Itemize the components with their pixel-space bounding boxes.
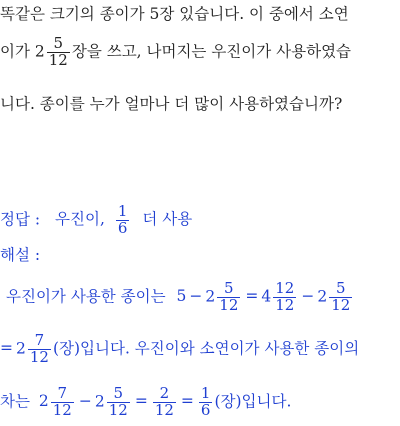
problem-line-1: 똑같은 크기의 종이가 5장 있습니다. 이 중에서 소연 <box>0 5 349 23</box>
problem-fraction-denominator: 12 <box>48 50 68 69</box>
explanation-line-3-end: (장)입니다. <box>214 392 292 411</box>
equals-sign: = <box>0 339 13 358</box>
equals-sign: = <box>134 392 148 411</box>
fraction-denominator: 12 <box>331 295 351 314</box>
explanation-line-3-text: 차는 <box>0 392 30 411</box>
explanation-line-2-text: (장)입니다. 우진이와 소연이가 사용한 종이의 <box>52 339 360 358</box>
answer-line <box>0 204 192 237</box>
explanation-line-2-whole: 2 <box>16 339 26 358</box>
explanation-line-3-d-fraction <box>199 386 213 419</box>
equals-sign: = <box>180 392 194 411</box>
explanation-line-2-fraction <box>28 333 51 366</box>
explanation-line-3 <box>0 386 291 419</box>
fraction-numerator: 5 <box>329 281 352 298</box>
explanation-line-1-c-fraction <box>273 281 296 314</box>
fraction-numerator: 5 <box>217 281 240 298</box>
answer-fraction <box>116 204 130 237</box>
minus-sign: − <box>189 287 203 306</box>
explanation-line-3-a-whole: 2 <box>38 392 49 411</box>
answer-fraction-denominator: 6 <box>117 218 128 237</box>
problem-line-2 <box>0 36 351 69</box>
fraction-denominator: 12 <box>275 295 295 314</box>
fraction-numerator: 12 <box>275 279 295 297</box>
explanation-line-1-a: 5 <box>176 287 187 306</box>
explanation-line-1-d-whole: 2 <box>317 287 328 306</box>
problem-line-2-post: 장을 쓰고, 나머지는 우진이가 사용하였습 <box>71 42 352 61</box>
problem-fraction-numerator: 5 <box>47 36 70 53</box>
answer-fraction-numerator: 1 <box>117 202 128 220</box>
fraction-denominator: 12 <box>219 295 239 314</box>
minus-sign: − <box>301 287 315 306</box>
explanation-line-1-c-whole: 4 <box>261 287 272 306</box>
minus-sign: − <box>78 392 92 411</box>
fraction-numerator: 5 <box>107 386 130 403</box>
explanation-line-3-b-whole: 2 <box>94 392 105 411</box>
answer-who: 우진이, <box>55 210 105 229</box>
fraction-denominator: 12 <box>108 400 128 419</box>
explanation-line-1-text: 우진이가 사용한 종이는 <box>6 287 166 306</box>
explanation-line-3-a-fraction <box>51 386 74 419</box>
fraction-denominator: 6 <box>200 400 211 419</box>
fraction-denominator: 12 <box>154 400 174 419</box>
fraction-denominator: 12 <box>29 347 49 366</box>
fraction-numerator: 1 <box>200 384 211 402</box>
explanation-line-2 <box>0 333 359 366</box>
explanation-line-1 <box>6 281 354 314</box>
problem-line-2-pre: 이가 2 <box>0 42 45 61</box>
fraction-numerator: 7 <box>28 333 51 350</box>
fraction-numerator: 2 <box>153 386 176 403</box>
equals-sign: = <box>245 287 259 306</box>
problem-line-3: 니다. 종이를 누가 얼마나 더 많이 사용하였습니까? <box>0 95 343 113</box>
answer-label: 정답 : <box>0 210 41 229</box>
problem-fraction <box>47 36 70 69</box>
answer-rest: 더 사용 <box>142 210 193 229</box>
fraction-numerator: 7 <box>51 386 74 403</box>
fraction-denominator: 12 <box>52 400 72 419</box>
explanation-line-1-d-fraction <box>329 281 352 314</box>
explanation-label: 해설 : <box>0 246 41 264</box>
explanation-line-3-b-fraction <box>107 386 130 419</box>
explanation-line-1-b-fraction <box>217 281 240 314</box>
explanation-line-3-c-fraction <box>153 386 176 419</box>
explanation-line-1-b-whole: 2 <box>205 287 216 306</box>
